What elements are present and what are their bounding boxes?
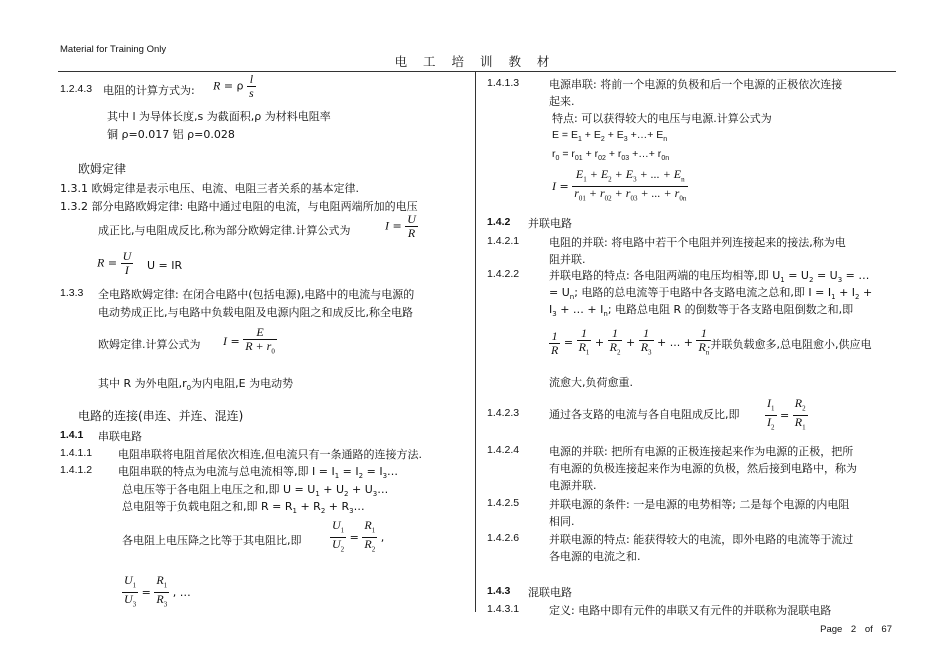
paragraph: 电动势成正比,与电路中负载电阻及电源内阻之和成反比,称全电路: [98, 306, 413, 319]
formula-full-ohm: I = $\frac{E}{R + r_0}$: [223, 325, 275, 356]
paragraph: 总电压等于各电阻上电压之和,即 $U = U_1 + U_2$ + $U_3\dots$: [122, 483, 389, 498]
paragraph: 电阻的计算方式为:: [103, 84, 195, 97]
page-number: Page 2 of 67: [820, 624, 892, 635]
formula-resistance: R = ρ $\frac{l}{s}$: [213, 72, 254, 100]
paragraph: 各电阻上电压降之比等于其电阻比,即: [122, 534, 302, 547]
paragraph: 电源的并联: 把所有电源的正极连接起来作为电源的正极，把所: [549, 445, 854, 458]
section-number: 1.4.2: [487, 216, 511, 228]
paragraph: = $U_n$; 电路的总电流等于电路中各支路电流之总和,即 $I = I_1 + I_2$ +: [549, 286, 873, 301]
paragraph: 铜 ρ=0.017 铝 ρ=0.028: [107, 128, 235, 141]
formula-emf-sum: $E = E_1 + E_2 + E_3$ +…+ $E_n$: [552, 129, 668, 143]
section-number: 1.4.1: [60, 429, 84, 441]
header-left-label: Material for Training Only: [60, 44, 167, 55]
paragraph: 并联电源的特点: 能获得较大的电流，即外电路的电流等于流过: [549, 533, 854, 546]
section-number: 1.4.2.3: [487, 407, 520, 419]
formula-current-ratio: $\frac{I_1}{I_2}$ = $\frac{R_2}{R_1}$: [767, 396, 806, 432]
section-number: 1.4.3: [487, 585, 511, 597]
paragraph-part: 电阻串联的特点为电流与总电流相等,即 I = I: [118, 465, 335, 478]
section-number: 1.4.1.3: [487, 77, 520, 89]
paragraph-part: 其中 R 为外电阻,r: [98, 377, 187, 390]
paragraph: 电阻串联的特点为电流与总电流相等,即 $I = I_1 = I_2$ = $I_3\dots$: [118, 465, 399, 480]
paragraph: 电源并联.: [549, 479, 597, 492]
paragraph-part: = U: [549, 286, 570, 299]
subsection-title: 串联电路: [98, 430, 142, 443]
paragraph-part: 为内电阻,E 为电动势: [191, 377, 294, 390]
section-number: 1.4.2.6: [487, 532, 520, 544]
section-number: 1.4.2.1: [487, 235, 520, 247]
paragraph: 其中 R 为外电阻$,r_0$为内电阻,E 为电动势: [98, 377, 294, 392]
paragraph: 各电源的电流之和.: [549, 550, 641, 563]
paragraph: 相同.: [549, 515, 575, 528]
section-number: 1.4.2.5: [487, 497, 520, 509]
formula-parallel-resistance: $\frac{1}{R}$ = $\frac{1}{R_1}$ + $\frac{1}{R_2}$ + $\frac{1}{R_3}$ + ... + $\frac{1}{R_n}$: [551, 326, 710, 357]
paragraph-part: 并联电路的特点: 各电阻两端的电压均相等,即 U: [549, 269, 781, 282]
paragraph: 并联电源的条件: 一是电源的电势相等; 二是每个电源的内电阻: [549, 498, 850, 511]
paragraph: 并联电路的特点: 各电阻两端的电压均相等,即 $U_1 = U_2 = U_3$ = …: [549, 269, 870, 284]
paragraph: 全电路欧姆定律: 在闭合电路中(包括电源),电路中的电流与电源的: [98, 288, 415, 301]
formula-ohm-r: R = $\frac{U}{I}$: [97, 249, 132, 277]
paragraph: 定义: 电路中即有元件的串联又有元件的并联称为混联电路: [549, 604, 832, 617]
formula-series-sources: I = $\frac{E_1 + E_2 + E_3 + ... + E_n}{r_{01} + r_{02} + r_{03} + ... + r_{0n}}$: [552, 167, 687, 203]
section-number: 1.2.4.3: [60, 83, 93, 95]
paragraph-part: 总电压等于各电阻上电压之和,即 U = U: [122, 483, 316, 496]
section-number: 1.3.3: [60, 287, 84, 299]
paragraph: 成正比,与电阻成反比,称为部分欧姆定律.计算公式为: [98, 224, 351, 237]
formula-r0-sum: $r_0 = r_{01} + r_{02} + r_{03}$ +…+ $r_{0n}$: [552, 148, 670, 162]
paragraph: 欧姆定律.计算公式为: [98, 338, 201, 351]
paragraph-part: 总电阻等于负载电阻之和,即 R = R: [122, 500, 293, 513]
paragraph: 有电源的负极连接起来作为电源的负极，然后接到电路中，称为: [549, 462, 857, 475]
paragraph: 阻并联.: [549, 253, 586, 266]
section-number: 1.4.1.2: [60, 464, 93, 476]
paragraph: 总电阻等于负载电阻之和,即 $R = R_1 + R_2$ + $R_3\dots$: [122, 500, 365, 515]
formula-voltage-ratio-2: $\frac{U_1}{U_3}$ = $\frac{R_1}{R_3}$ , …: [124, 573, 191, 609]
column-divider: [475, 72, 476, 612]
paragraph: 流愈大,负荷愈重.: [549, 376, 633, 389]
paragraph-part: ; 电路的总电流等于电路中各支路电流之总和,即 I = I: [574, 286, 832, 299]
paragraph: 特点: 可以获得较大的电压与电源.计算公式为: [552, 112, 772, 125]
paragraph: 其中 l 为导体长度,s 为截面积,ρ 为材料电阻率: [107, 110, 331, 123]
formula-voltage-ratio: $\frac{U_1}{U_2}$ = $\frac{R_1}{R_2}$ ,: [332, 518, 385, 554]
header-rule: [58, 71, 896, 72]
section-heading: 欧姆定律: [78, 162, 127, 176]
section-heading: 电路的连接(串连、并连、混连): [78, 409, 244, 423]
paragraph: 1.3.2 部分电路欧姆定律: 电路中通过电阻的电流，与电阻两端所加的电压: [60, 200, 418, 213]
section-number: 1.4.2.4: [487, 444, 520, 456]
formula-text: U = IR: [147, 259, 183, 272]
paragraph: 电阻的并联: 将电路中若干个电阻并列连接起来的接法,称为电: [549, 236, 846, 249]
subsection-title: 并联电路: [528, 217, 572, 230]
section-number: 1.4.3.1: [487, 603, 520, 615]
paragraph: 起来.: [549, 95, 575, 108]
formula-ohm: I = $\frac{U}{R}$: [385, 212, 416, 240]
section-number: 1.4.2.2: [487, 268, 520, 280]
paragraph-part: ; 电路总电阻 R 的倒数等于各支路电阻倒数之和,即: [607, 303, 854, 316]
paragraph: 1.3.1 欧姆定律是表示电压、电流、电阻三者关系的基本定律.: [60, 182, 359, 195]
paragraph: $I_3$ + … + $I_n$; 电路总电阻 R 的倒数等于各支路电阻倒数之和,即: [549, 303, 854, 318]
subsection-title: 混联电路: [528, 586, 572, 599]
paragraph: 电阻串联将电阻首尾依次相连,但电流只有一条通路的连接方法.: [118, 448, 422, 461]
paragraph: 电源串联: 将前一个电源的负极和后一个电源的正极依次连接: [549, 78, 843, 91]
page-header-title: 电 工 培 训 教 材: [394, 54, 556, 69]
section-number: 1.4.1.1: [60, 447, 93, 459]
paragraph: 通过各支路的电流与各自电阻成反比,即: [549, 408, 740, 421]
paragraph: .并联负载愈多,总电阻愈小,供应电: [707, 338, 872, 351]
